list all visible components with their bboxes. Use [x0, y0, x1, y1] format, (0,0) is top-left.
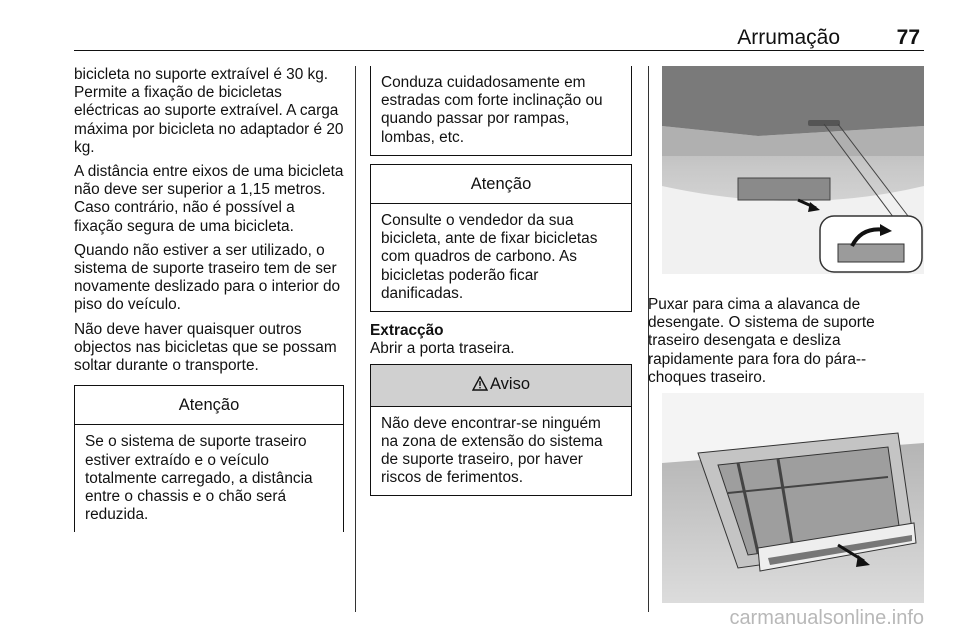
warning-box [370, 364, 632, 496]
warning-triangle-icon [472, 376, 488, 395]
page-header [74, 26, 920, 50]
paragraph: bicicleta no suporte extraível é 30 kg. Permite a fixação de bicicletas eléctricas ao suporte extraível. A carga máxima por bicicleta no adaptador é 20 kg. [74, 66, 344, 156]
paragraph: Não deve haver quaisquer outros objectos nas bicicletas que se possam soltar durante o transporte. [74, 320, 337, 375]
caution-box-2 [370, 164, 632, 312]
warning-header [371, 365, 631, 406]
column-1 [74, 66, 344, 532]
caution-box-continued [370, 66, 632, 156]
section-title: Arrumação [737, 26, 840, 49]
caution-text: Consulte o vendedor da sua bicicleta, ante de fixar bicicletas com quadros de carbono. As bicicletas poderão ficar danificadas. [381, 212, 598, 302]
column-3 [648, 66, 924, 603]
paragraph: Quando não estiver a ser utilizado, o sistema de suporte traseiro tem de ser novamente deslizado para o interior do piso do veículo. [74, 241, 341, 314]
rear-bumper-lever-illustration [648, 66, 924, 274]
header-rule [74, 50, 924, 51]
caution-text: Se o sistema de suporte traseiro estiver extraído e o veículo totalmente carregado, a distância entre o chassis e o chão será reduzida. [85, 433, 313, 524]
subheading-extraction: Extracção [370, 322, 444, 340]
paragraph: Abrir a porta traseira. [370, 340, 515, 358]
column-2 [370, 66, 632, 496]
caution-continued-text: Conduza cuidadosamente em estradas com forte inclinação ou quando passar por rampas, lombas, etc. [381, 74, 603, 146]
caution-title: Atenção [75, 386, 343, 425]
paragraph: A distância entre eixos de uma bicicleta não deve ser superior a 1,15 metros. Caso contrário, não é possível a fixação segura de uma bicicleta. [74, 163, 344, 235]
page-number: 77 [896, 26, 920, 49]
warning-title: Aviso [489, 375, 531, 394]
warning-text: Não deve encontrar-se ninguém na zona de extensão do sistema de suporte traseiro, por haver riscos de ferimentos. [381, 414, 603, 487]
rear-carrier-extended-illustration [648, 393, 924, 603]
paragraph: Puxar para cima a alavanca de desengate. O sistema de suporte traseiro desengata e desliza rapidamente para fora do pára--choques traseiro. [648, 296, 875, 386]
column-divider-1 [355, 66, 356, 612]
caution-title: Atenção [371, 165, 631, 204]
caution-box-1 [74, 385, 344, 532]
watermark: carmanualsonline.info [729, 607, 924, 629]
